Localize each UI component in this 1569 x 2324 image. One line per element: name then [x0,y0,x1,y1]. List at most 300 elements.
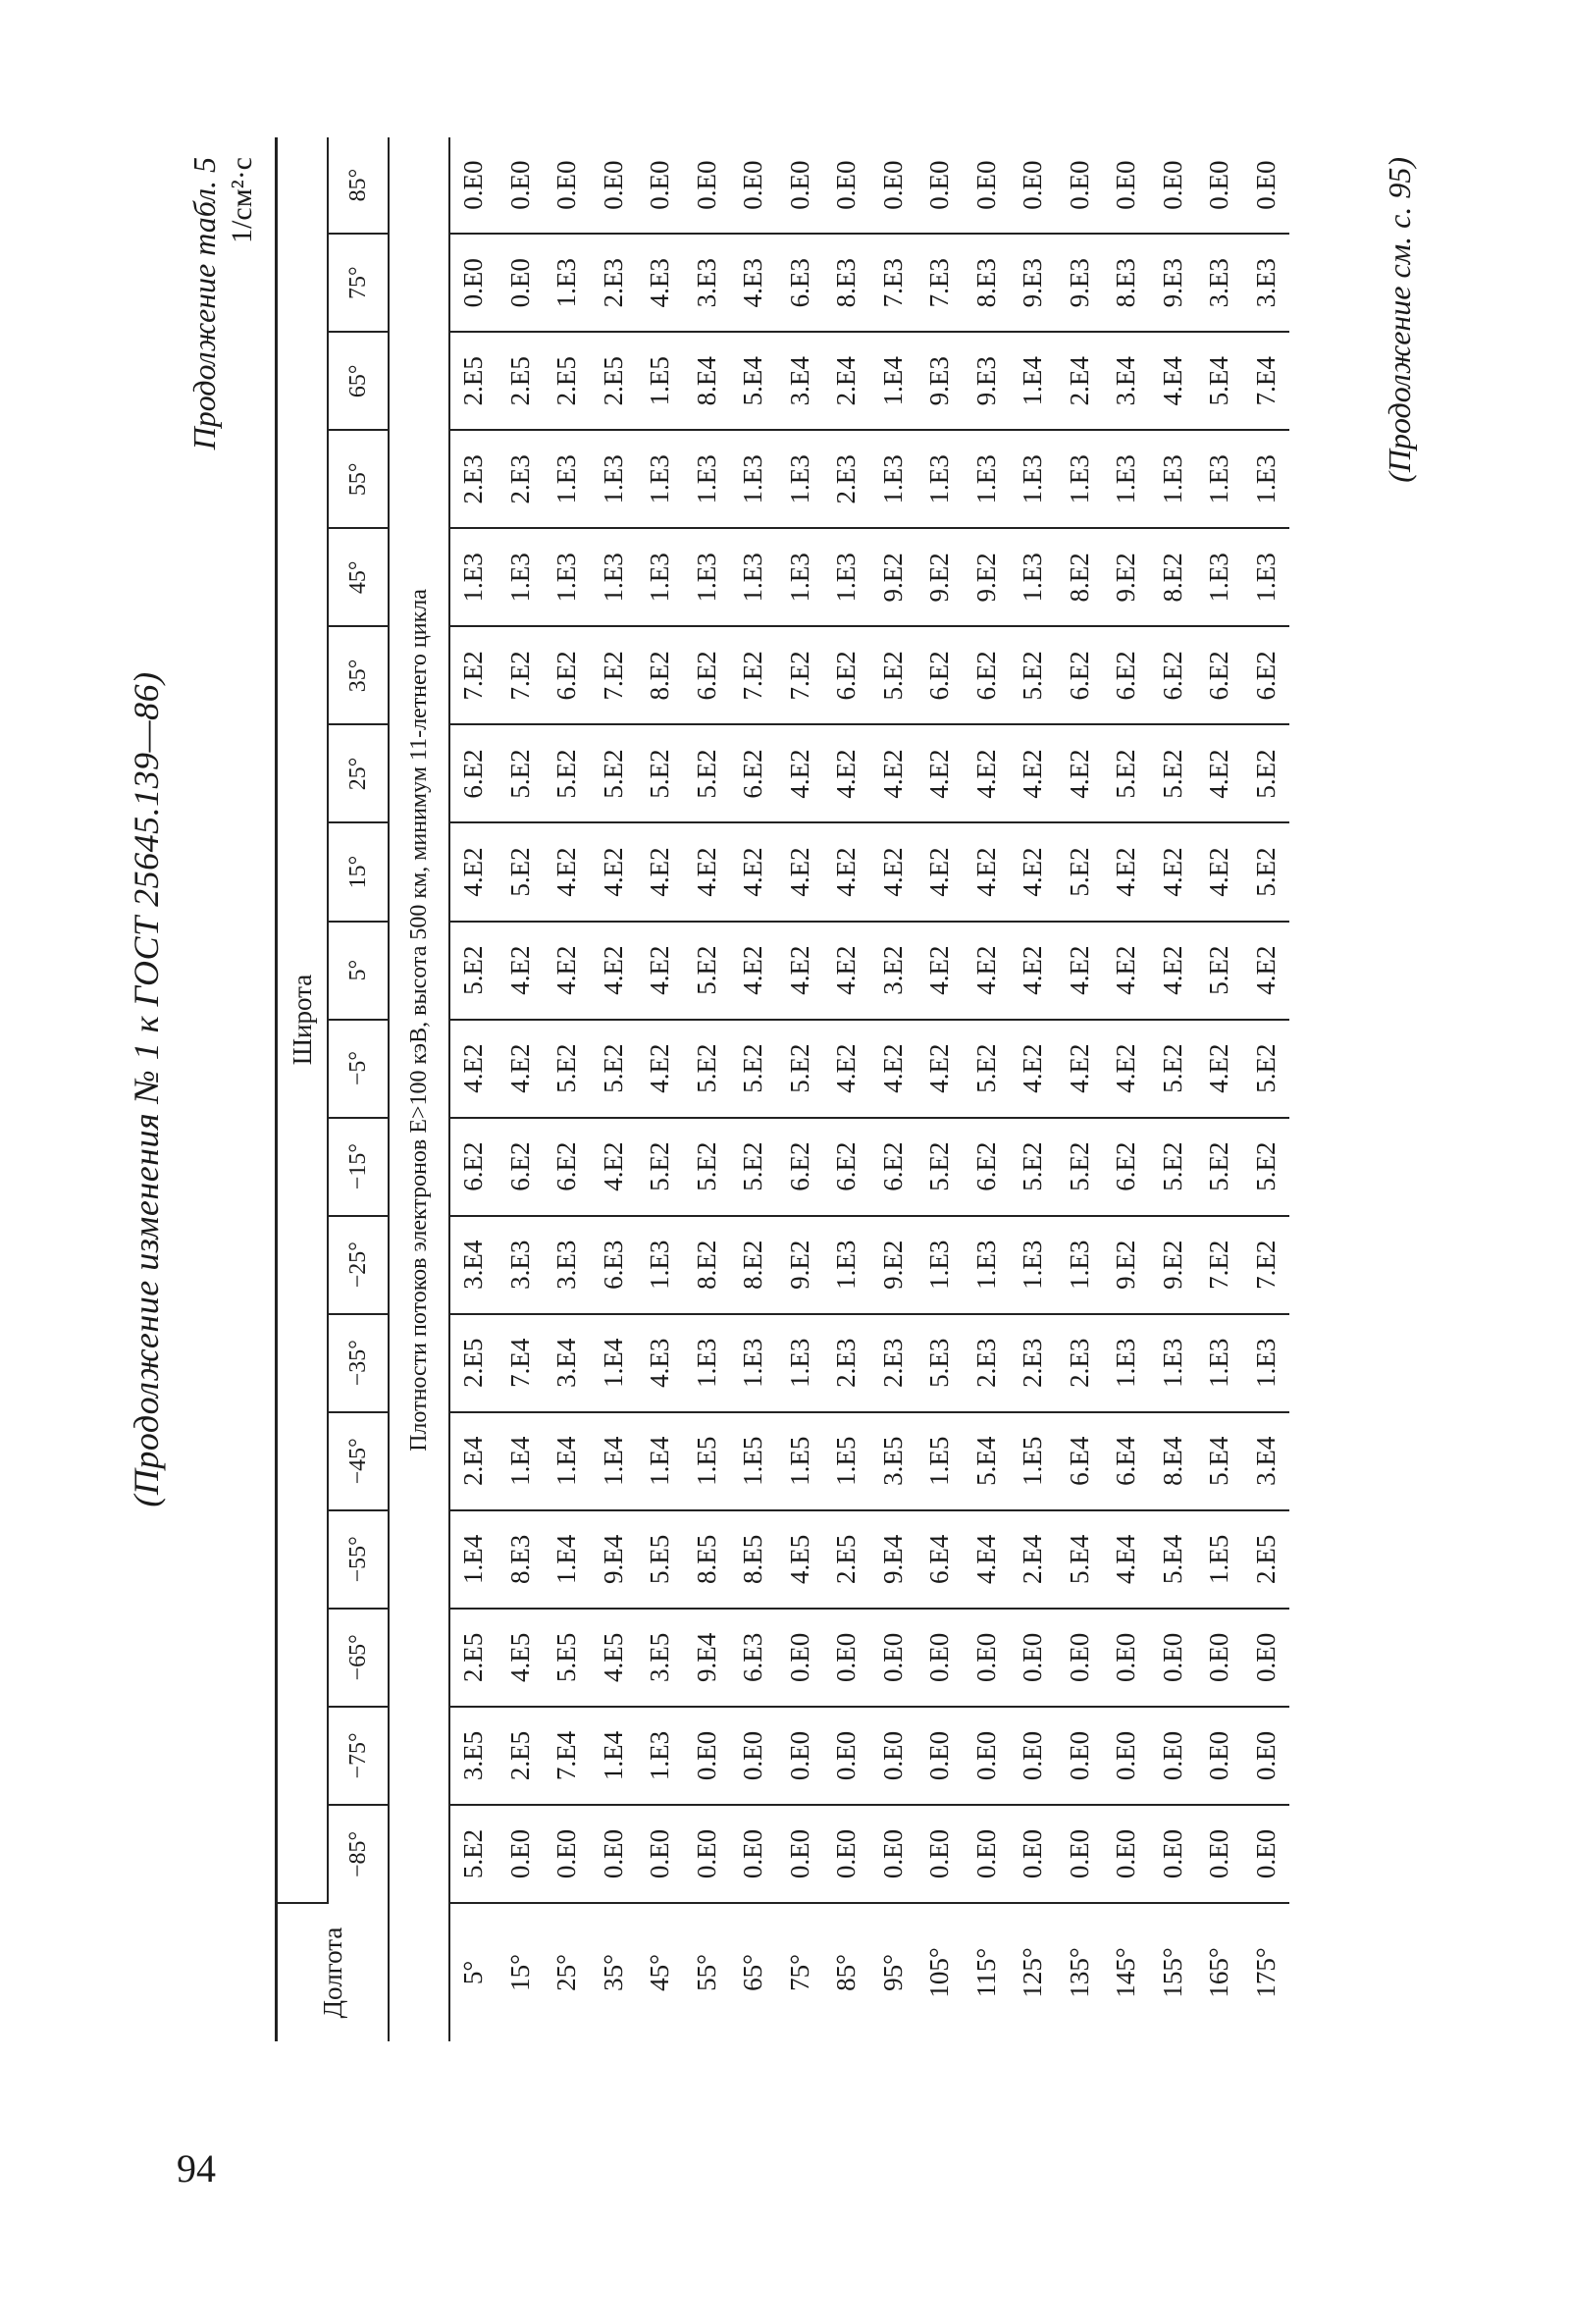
flux-value-cell: 9.E4 [684,1609,731,1707]
flux-value-cell: 0.E0 [1150,1707,1197,1805]
flux-value-cell: 9.E2 [1103,528,1150,626]
flux-value-cell: 0.E0 [1150,1609,1197,1707]
flux-value-cell: 4.E2 [544,922,591,1020]
flux-value-cell: 6.E2 [1196,626,1243,724]
flux-value-cell: 9.E2 [1150,1216,1197,1314]
flux-value-cell: 8.E3 [1103,234,1150,332]
flux-value-cell: 0.E0 [916,1805,964,1903]
flux-value-cell: 4.E2 [916,724,964,822]
flux-value-cell: 1.E3 [1010,430,1057,528]
flux-value-cell: 4.E2 [1103,822,1150,921]
flux-value-cell: 0.E0 [684,1707,731,1805]
flux-value-cell: 0.E0 [1150,1805,1197,1903]
latitude-header-cell: −55° [328,1510,389,1609]
flux-value-cell: 5.E2 [637,724,684,822]
latitude-header-cell: 45° [328,528,389,626]
flux-value-cell: 0.E0 [870,1609,917,1707]
flux-value-cell: 3.E4 [1243,1412,1290,1510]
flux-value-cell: 9.E3 [1057,234,1104,332]
flux-value-cell: 4.E5 [777,1510,824,1609]
flux-value-cell: 0.E0 [1243,137,1290,234]
flux-value-cell: 5.E2 [1150,1020,1197,1118]
flux-value-cell: 4.E2 [1150,822,1197,921]
table-row [870,137,917,2041]
flux-value-cell: 3.E5 [449,1707,497,1805]
flux-value-cell: 5.E4 [964,1412,1011,1510]
flux-value-cell: 8.E2 [1150,528,1197,626]
latitude-header-cell: 5° [328,922,389,1020]
flux-value-cell: 2.E3 [964,1314,1011,1412]
flux-value-cell: 6.E2 [449,1118,497,1216]
flux-value-cell: 7.E4 [1243,332,1290,430]
document-header: (Продолжение изменения № 1 к ГОСТ 25645.139—86) [127,671,166,1507]
flux-value-cell: 0.E0 [1103,1609,1150,1707]
flux-value-cell: 4.E2 [1057,724,1104,822]
flux-value-cell: 1.E3 [591,430,638,528]
flux-value-cell: 4.E2 [777,724,824,822]
flux-value-cell: 0.E0 [777,1609,824,1707]
latitude-header-cell: 75° [328,234,389,332]
flux-value-cell: 6.E4 [1103,1412,1150,1510]
flux-value-cell: 1.E4 [591,1412,638,1510]
flux-value-cell: 2.E3 [870,1314,917,1412]
flux-value-cell: 0.E0 [1150,137,1197,234]
flux-value-cell: 4.E2 [1196,822,1243,921]
flux-value-cell: 7.E2 [449,626,497,724]
flux-value-cell: 4.E2 [823,724,870,822]
longitude-cell: 125° [1018,1947,1048,1998]
flux-value-cell: 0.E0 [777,137,824,234]
flux-value-cell: 8.E4 [684,332,731,430]
flux-value-cell: 9.E3 [964,332,1011,430]
flux-value-cell: 7.E2 [777,626,824,724]
table-row [730,137,777,2041]
flux-value-cell: 5.E2 [591,1020,638,1118]
flux-value-cell: 5.E5 [637,1510,684,1609]
table-row [1057,137,1104,2041]
flux-value-cell: 0.E0 [497,234,545,332]
flux-value-cell: 4.E2 [1057,922,1104,1020]
flux-value-cell: 2.E4 [449,1412,497,1510]
longitude-cell: 25° [551,1954,582,1991]
flux-value-cell: 0.E0 [730,1707,777,1805]
flux-value-cell: 0.E0 [637,1805,684,1903]
flux-value-cell: 5.E2 [637,1118,684,1216]
flux-value-cell: 6.E2 [544,626,591,724]
flux-value-cell: 8.E3 [823,234,870,332]
flux-value-cell: 0.E0 [777,1707,824,1805]
flux-value-cell: 6.E2 [684,626,731,724]
flux-value-cell: 1.E3 [1010,528,1057,626]
flux-value-cell: 1.E3 [497,528,545,626]
flux-value-cell: 9.E2 [870,528,917,626]
continuation-footer: (Продолжение см. с. 95) [1382,157,1417,483]
flux-value-cell: 0.E0 [591,1805,638,1903]
flux-value-cell: 0.E0 [964,137,1011,234]
flux-value-cell: 4.E2 [544,822,591,921]
flux-value-cell: 0.E0 [449,234,497,332]
longitude-cell: 175° [1250,1947,1281,1998]
flux-value-cell: 2.E5 [823,1510,870,1609]
flux-value-cell: 1.E5 [637,332,684,430]
flux-value-cell: 1.E4 [637,1412,684,1510]
flux-value-cell: 4.E4 [964,1510,1011,1609]
flux-value-cell: 7.E3 [916,234,964,332]
flux-table [275,137,1289,2041]
table-row [591,137,638,2041]
table-row [823,137,870,2041]
flux-value-cell: 6.E2 [823,626,870,724]
flux-value-cell: 9.E2 [777,1216,824,1314]
flux-value-cell: 1.E3 [964,430,1011,528]
flux-value-cell: 1.E4 [591,1707,638,1805]
flux-value-cell: 4.E2 [1103,1020,1150,1118]
flux-value-cell: 9.E4 [870,1510,917,1609]
flux-value-cell: 4.E2 [823,922,870,1020]
flux-value-cell: 2.E5 [449,1314,497,1412]
flux-value-cell: 4.E2 [777,822,824,921]
flux-value-cell: 1.E3 [544,528,591,626]
flux-value-cell: 6.E2 [730,724,777,822]
flux-value-cell: 1.E3 [1196,1314,1243,1412]
flux-value-cell: 4.E2 [916,922,964,1020]
flux-value-cell: 4.E2 [449,1020,497,1118]
flux-value-cell: 2.E5 [1243,1510,1290,1609]
flux-value-cell: 1.E3 [870,430,917,528]
flux-value-cell: 4.E2 [1010,922,1057,1020]
latitude-header-cell: −25° [328,1216,389,1314]
flux-value-cell: 0.E0 [1010,1609,1057,1707]
flux-value-cell: 6.E2 [1243,626,1290,724]
flux-value-cell: 7.E2 [591,626,638,724]
flux-value-cell: 1.E4 [544,1510,591,1609]
flux-value-cell: 4.E2 [591,922,638,1020]
flux-value-cell: 6.E2 [870,1118,917,1216]
flux-value-cell: 0.E0 [916,137,964,234]
table-continuation-label: Продолжение табл. 5 [186,157,222,450]
flux-value-cell: 1.E3 [1057,430,1104,528]
flux-value-cell: 6.E2 [1057,626,1104,724]
flux-value-cell: 6.E4 [1057,1412,1104,1510]
flux-value-cell: 0.E0 [497,1805,545,1903]
flux-value-cell: 8.E3 [497,1510,545,1609]
longitude-cell: 135° [1064,1947,1094,1998]
flux-value-cell: 4.E2 [497,1020,545,1118]
latitude-header-cell: −85° [328,1805,389,1903]
flux-value-cell: 1.E4 [544,1412,591,1510]
flux-value-cell: 0.E0 [823,137,870,234]
flux-value-cell: 1.E3 [1103,430,1150,528]
latitude-header-cell: 35° [328,626,389,724]
flux-value-cell: 2.E4 [1010,1510,1057,1609]
flux-value-cell: 1.E3 [777,1314,824,1412]
latitude-header-cell: −65° [328,1609,389,1707]
flux-value-cell: 2.E3 [449,430,497,528]
flux-value-cell: 5.E2 [730,1020,777,1118]
flux-value-cell: 4.E2 [870,724,917,822]
flux-value-cell: 4.E5 [591,1609,638,1707]
flux-value-cell: 1.E4 [497,1412,545,1510]
longitude-cell: 165° [1204,1947,1234,1998]
flux-value-cell: 5.E2 [1010,1118,1057,1216]
flux-value-cell: 1.E3 [916,430,964,528]
flux-value-cell: 8.E5 [684,1510,731,1609]
flux-value-cell: 0.E0 [1010,1707,1057,1805]
latitude-header-cell: −75° [328,1707,389,1805]
flux-value-cell: 3.E4 [777,332,824,430]
flux-value-cell: 0.E0 [1057,1707,1104,1805]
flux-value-cell: 4.E2 [1057,1020,1104,1118]
flux-value-cell: 0.E0 [916,1609,964,1707]
flux-value-cell: 4.E2 [684,822,731,921]
flux-value-cell: 8.E2 [684,1216,731,1314]
flux-value-cell: 0.E0 [544,137,591,234]
flux-value-cell: 5.E2 [1150,724,1197,822]
flux-value-cell: 0.E0 [1010,137,1057,234]
flux-value-cell: 5.E2 [916,1118,964,1216]
flux-value-cell: 1.E3 [637,1707,684,1805]
flux-value-cell: 0.E0 [870,1805,917,1903]
flux-value-cell: 0.E0 [1103,137,1150,234]
flux-value-cell: 2.E3 [1010,1314,1057,1412]
table-row [684,137,731,2041]
latitude-header-cell: −15° [328,1118,389,1216]
flux-value-cell: 1.E5 [777,1412,824,1510]
flux-value-cell: 0.E0 [591,137,638,234]
flux-value-cell: 0.E0 [964,1805,1011,1903]
flux-value-cell: 4.E2 [916,822,964,921]
flux-value-cell: 6.E2 [916,626,964,724]
flux-value-cell: 4.E2 [497,922,545,1020]
flux-value-cell: 8.E2 [1057,528,1104,626]
flux-value-cell: 0.E0 [916,1707,964,1805]
flux-value-cell: 4.E3 [637,234,684,332]
flux-value-cell: 0.E0 [1196,137,1243,234]
flux-value-cell: 4.E2 [730,822,777,921]
flux-value-cell: 1.E3 [730,430,777,528]
table-row [777,137,824,2041]
flux-value-cell: 4.E2 [823,1020,870,1118]
flux-value-cell: 4.E2 [870,822,917,921]
table-row [497,137,545,2041]
flux-value-cell: 1.E3 [916,1216,964,1314]
flux-value-cell: 5.E2 [870,626,917,724]
longitude-cell: 115° [970,1947,1001,1998]
flux-value-cell: 0.E0 [730,1805,777,1903]
unit-label: 1/см²·с [226,157,258,243]
flux-value-cell: 8.E2 [637,626,684,724]
flux-value-cell: 0.E0 [449,137,497,234]
flux-value-cell: 6.E3 [777,234,824,332]
flux-value-cell: 1.E3 [449,528,497,626]
flux-value-cell: 5.E2 [777,1020,824,1118]
table-caption: Плотности потоков электронов E>100 кэВ, высота 500 км, минимум 11-летнего цикла [389,137,449,1903]
latitude-header-cell: 55° [328,430,389,528]
flux-value-cell: 5.E2 [1243,822,1290,921]
flux-value-cell: 9.E2 [870,1216,917,1314]
flux-value-cell: 1.E3 [823,528,870,626]
longitude-cell: 85° [831,1954,862,1991]
flux-value-cell: 4.E3 [637,1314,684,1412]
flux-value-cell: 1.E3 [1243,430,1290,528]
flux-value-cell: 2.E5 [544,332,591,430]
flux-value-cell: 2.E5 [449,1609,497,1707]
latitude-header-cell: −45° [328,1412,389,1510]
flux-value-cell: 5.E4 [1057,1510,1104,1609]
flux-value-cell: 6.E2 [449,724,497,822]
flux-value-cell: 5.E2 [684,922,731,1020]
flux-value-cell: 0.E0 [730,137,777,234]
longitude-cell: 55° [691,1954,721,1991]
longitude-cell: 155° [1157,1947,1187,1998]
latitude-header-row [328,137,389,2041]
flux-value-cell: 6.E2 [544,1118,591,1216]
flux-value-cell: 5.E4 [1196,1412,1243,1510]
flux-value-cell: 1.E3 [544,430,591,528]
flux-value-cell: 4.E3 [730,234,777,332]
flux-value-cell: 5.E2 [684,1118,731,1216]
flux-value-cell: 1.E3 [684,528,731,626]
flux-value-cell: 2.E4 [823,332,870,430]
longitude-cell: 95° [877,1954,908,1991]
flux-value-cell: 5.E5 [544,1609,591,1707]
longitude-cell: 5° [458,1960,489,1985]
flux-value-cell: 4.E2 [964,724,1011,822]
flux-value-cell: 6.E2 [964,626,1011,724]
flux-value-cell: 0.E0 [1103,1805,1150,1903]
flux-value-cell: 6.E2 [1103,1118,1150,1216]
flux-value-cell: 1.E3 [684,430,731,528]
flux-value-cell: 4.E2 [1196,724,1243,822]
latitude-header-cell: 25° [328,724,389,822]
flux-value-cell: 1.E4 [591,1314,638,1412]
flux-value-cell: 4.E2 [777,922,824,1020]
flux-value-cell: 1.E4 [1010,332,1057,430]
flux-value-cell: 1.E3 [544,234,591,332]
table-row [449,137,497,2041]
flux-value-cell: 0.E0 [823,1805,870,1903]
flux-value-cell: 0.E0 [1057,1609,1104,1707]
flux-value-cell: 1.E3 [730,528,777,626]
flux-value-cell: 5.E2 [1196,1118,1243,1216]
flux-value-cell: 8.E3 [964,234,1011,332]
flux-value-cell: 0.E0 [964,1707,1011,1805]
flux-value-cell: 1.E3 [1010,1216,1057,1314]
flux-value-cell: 0.E0 [870,137,917,234]
flux-value-cell: 4.E2 [1010,724,1057,822]
flux-value-cell: 4.E2 [591,1118,638,1216]
flux-value-cell: 7.E2 [1196,1216,1243,1314]
flux-value-cell: 1.E5 [730,1412,777,1510]
flux-value-cell: 0.E0 [1243,1805,1290,1903]
table-row [1010,137,1057,2041]
flux-value-cell: 5.E2 [684,724,731,822]
flux-value-cell: 6.E4 [916,1510,964,1609]
flux-value-cell: 5.E2 [1243,724,1290,822]
table-row [544,137,591,2041]
flux-value-cell: 2.E5 [449,332,497,430]
flux-value-cell: 5.E2 [449,922,497,1020]
flux-value-cell: 4.E2 [1010,1020,1057,1118]
flux-value-cell: 0.E0 [684,1805,731,1903]
flux-value-cell: 0.E0 [637,137,684,234]
flux-value-cell: 6.E2 [1103,626,1150,724]
flux-value-cell: 4.E2 [1243,922,1290,1020]
flux-value-cell: 3.E5 [870,1412,917,1510]
flux-value-cell: 7.E3 [870,234,917,332]
flux-value-cell: 5.E2 [591,724,638,822]
latitude-header-cell: 65° [328,332,389,430]
flux-value-cell: 7.E4 [497,1314,545,1412]
flux-value-cell: 2.E5 [497,332,545,430]
flux-value-cell: 3.E5 [637,1609,684,1707]
flux-value-cell: 0.E0 [823,1609,870,1707]
flux-value-cell: 3.E4 [1103,332,1150,430]
latitude-header-cell: −35° [328,1314,389,1412]
flux-value-cell: 5.E2 [1243,1020,1290,1118]
flux-value-cell: 2.E5 [497,1707,545,1805]
table-row [1196,137,1243,2041]
flux-value-cell: 3.E3 [544,1216,591,1314]
longitude-cell: 35° [598,1954,628,1991]
flux-value-cell: 4.E2 [823,822,870,921]
flux-value-cell: 0.E0 [964,1609,1011,1707]
latitude-header-cell: −5° [328,1020,389,1118]
flux-value-cell: 1.E4 [870,332,917,430]
flux-value-cell: 9.E3 [916,332,964,430]
flux-value-cell: 5.E2 [1196,922,1243,1020]
flux-value-cell: 4.E2 [964,822,1011,921]
flux-value-cell: 9.E2 [916,528,964,626]
flux-value-cell: 0.E0 [1057,1805,1104,1903]
flux-value-cell: 6.E2 [964,1118,1011,1216]
flux-value-cell: 3.E3 [684,234,731,332]
latitude-group-header: Широта [277,137,329,1903]
flux-value-cell: 0.E0 [684,137,731,234]
flux-value-cell: 5.E4 [730,332,777,430]
flux-value-cell: 5.E2 [964,1020,1011,1118]
flux-value-cell: 5.E4 [1150,1510,1197,1609]
flux-value-cell: 2.E3 [497,430,545,528]
flux-value-cell: 4.E4 [1103,1510,1150,1609]
flux-value-cell: 1.E3 [637,1216,684,1314]
flux-value-cell: 6.E3 [591,1216,638,1314]
flux-value-cell: 5.E2 [1243,1118,1290,1216]
flux-value-cell: 3.E3 [1196,234,1243,332]
flux-value-cell: 1.E3 [777,528,824,626]
flux-value-cell: 9.E2 [1103,1216,1150,1314]
latitude-header-cell: 15° [328,822,389,921]
flux-value-cell: 3.E4 [449,1216,497,1314]
flux-value-cell: 7.E4 [544,1707,591,1805]
longitude-cell: 145° [1111,1947,1141,1998]
flux-value-cell: 9.E2 [964,528,1011,626]
rotated-page-content [118,137,1433,2041]
flux-value-cell: 4.E2 [1010,822,1057,921]
flux-value-cell: 6.E2 [1150,626,1197,724]
flux-value-cell: 4.E2 [730,922,777,1020]
flux-value-cell: 1.E3 [591,528,638,626]
flux-value-cell: 2.E3 [1057,1314,1104,1412]
flux-value-cell: 9.E3 [1010,234,1057,332]
flux-value-cell: 5.E3 [916,1314,964,1412]
flux-value-cell: 1.E3 [823,1216,870,1314]
flux-value-cell: 0.E0 [1010,1805,1057,1903]
flux-value-cell: 7.E2 [1243,1216,1290,1314]
flux-value-cell: 2.E3 [823,430,870,528]
flux-value-cell: 5.E2 [1010,626,1057,724]
flux-value-cell: 4.E4 [1150,332,1197,430]
